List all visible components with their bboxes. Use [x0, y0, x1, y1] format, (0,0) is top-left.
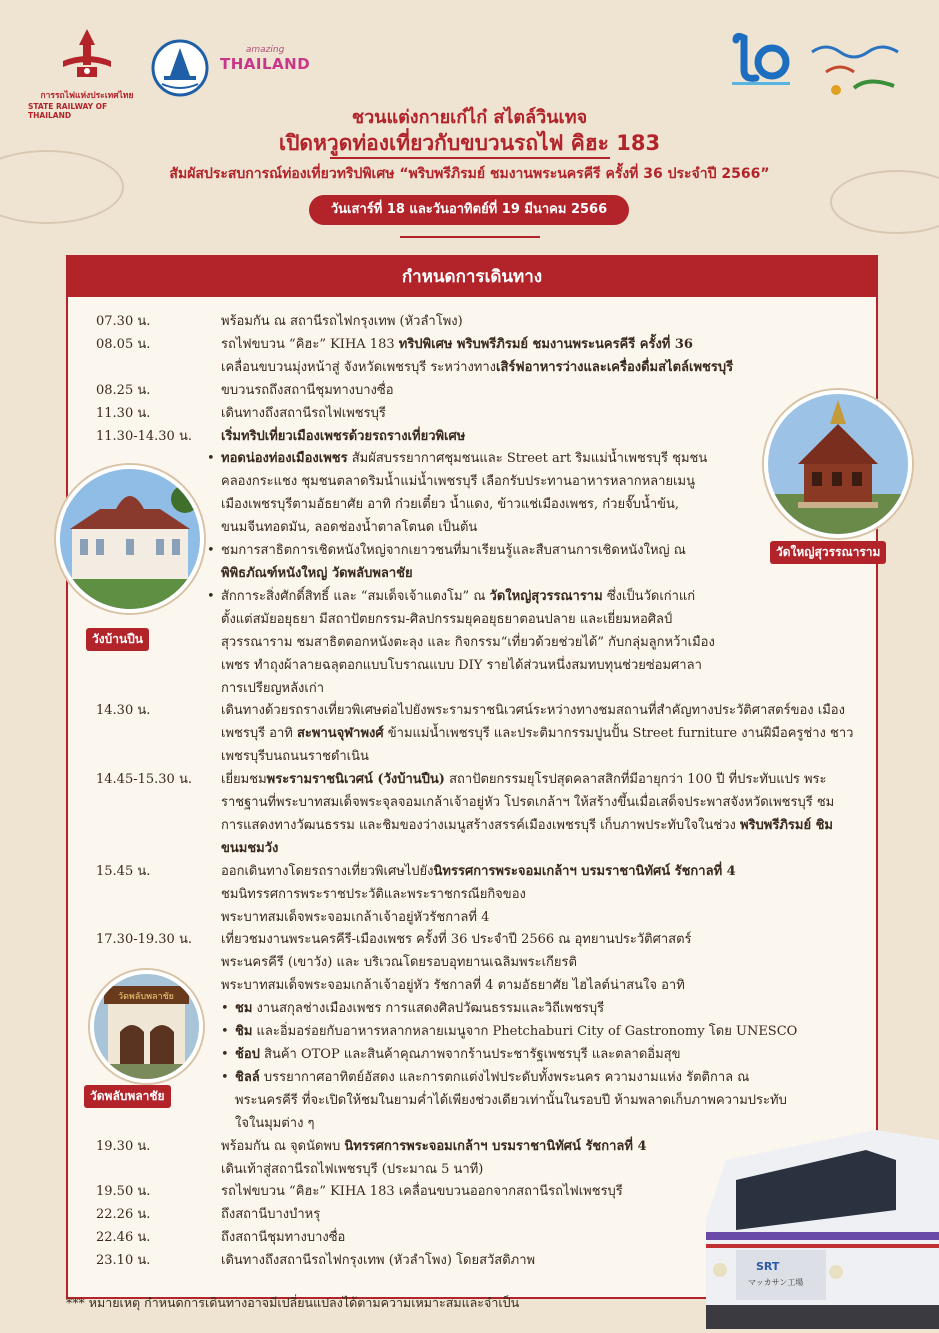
bullet-icon: •: [207, 543, 215, 559]
event-logo-icon: [806, 38, 906, 100]
schedule-time: 22.26 น.: [96, 1207, 151, 1223]
text-part: เที่ยวชมงานพระนครคีรี-เมืองเพชร ครั้งที่ 36 ประจำปี 2566 ณ อุทยานประวัติศาสตร์: [221, 932, 692, 948]
schedule-text: [221, 769, 856, 861]
schedule-row: [96, 403, 856, 426]
text-part: เดินทางด้วยรถรางเที่ยวพิเศษต่อไปยังพระรามราชนิเวศน์ระหว่างทางชมสถานที่สำคัญทางประวัติศาสตร์ของ เมืองเพชรบุรี อาทิ: [221, 703, 845, 742]
schedule-text: ถึงสถานีชุมทางบางซื่อ: [221, 1230, 346, 1246]
text-bold: ทริปพิเศษ พริบพรีภิรมย์ ชมงานพระนครคีรี ครั้งที่ 36: [398, 336, 693, 352]
text-part: พระบาทสมเด็จพระจอมเกล้าเจ้าอยู่หัวรัชกาลที่ 4: [221, 909, 490, 925]
list-item: [221, 1044, 856, 1067]
list-item-text: [221, 540, 721, 586]
text-part: สินค้า OTOP และสินค้าคุณภาพจากร้านประชารัฐเพชรบุรี และตลาดอิ่มสุข: [259, 1047, 681, 1062]
divider: [330, 157, 610, 159]
schedule-text: เดินทางถึงสถานีรถไฟเพชรบุรี: [221, 405, 386, 421]
train-plate-text: マッカサン工場: [748, 1278, 804, 1287]
schedule-text: [221, 334, 856, 380]
schedule-time: 07.30 น.: [96, 314, 151, 329]
schedule-row: [96, 861, 856, 930]
amazing-text: amazing: [245, 45, 285, 55]
caption-wat-yai-suwannaram: วัดใหญ่สุวรรณาราม: [770, 541, 886, 564]
photo-wang-ban-puen: [56, 465, 204, 613]
text-bold: ทอดน่องท่องเมืองเพชร: [221, 451, 348, 467]
schedule-row: [96, 380, 856, 403]
schedule-text: [221, 700, 856, 769]
text-bold: นิทรรศการพระจอมเกล้าฯ บรมราชานิทัศน์ รัชกาลที่ 4: [433, 863, 736, 879]
schedule-time: 15.45 น.: [96, 863, 151, 879]
schedule-text: [207, 426, 856, 701]
divider-bottom: [400, 236, 540, 238]
text-bold: ชิม: [235, 1024, 253, 1040]
title-main: เปิดหวูดท่องเที่ยวกับขบวนรถไฟ คิฮะ 183: [278, 131, 661, 155]
tat-emblem-icon: [148, 38, 212, 98]
caption-wat-phlap-phla-chai: วัดพลับพลาชัย: [84, 1085, 171, 1108]
list-item: [207, 586, 856, 701]
schedule-time: 11.30 น.: [96, 405, 151, 421]
schedule-time: 08.05 น.: [96, 336, 151, 352]
caption-wang-ban-puen: วังบ้านปืน: [86, 628, 149, 651]
text-bold: พิพิธภัณฑ์หนังใหญ่ วัดพลับพลาชัย: [221, 565, 413, 581]
footer-note: *** หมายเหตุ กำหนดการเดินทางอาจมีเปลี่ยนแปลงได้ตามความเหมาะสมและจำเป็น: [66, 1295, 520, 1310]
text-part: ข้ามแม่น้ำเพชรบุรี และประติมากรรมปูนปั้น Street furniture งานฝีมือครูช่าง ชาวเพชรบุรีบนถนนราชดำเนิน: [221, 726, 854, 765]
text-bold: พระรามราชนิเวศน์ (วังบ้านปืน): [266, 772, 445, 788]
schedule-text: รถไฟขบวน “คิฮะ” KIHA 183 เคลื่อนขบวนออกจากสถานีรถไฟเพชรบุรี: [221, 1184, 623, 1200]
bullet-icon: •: [221, 1024, 229, 1040]
text-part: สถาปัตยกรรมยุโรปสุดคลาสสิกที่มีอายุกว่า 100 ปี ที่ประทับแปร พระราชฐานที่พระบาทสมเด็จพระจุลจอมเกล้าเจ้าอยู่หัว โปรดเกล้าฯ ให้สร้างขึ้นเมื่อเสด็จประพาสจังหวัดเพชรบุรี ชมการแสดงทางวัฒนธรรม และชิมของว่างเมนูสร้างสรรค์เมืองเพชรบุรี เก็บภาพประทับใจในช่วง: [221, 772, 835, 833]
schedule-text: ขบวนรถถึงสถานีชุมทางบางซื่อ: [221, 382, 394, 398]
text-part: พระนครคีรี (เขาวัง) และ บริเวณโดยรอบอุทยานเฉลิมพระเกียรติ: [221, 955, 577, 971]
list-item-text: [235, 1044, 856, 1067]
schedule-time: 17.30-19.30 น.: [96, 932, 192, 948]
text-part: ชมการสาธิตการเชิดหนังใหญ่จากเยาวชนที่มาเรียนรู้และสืบสานการเชิดหนังใหญ่ ณ: [221, 543, 686, 559]
train-brand-text: SRT: [756, 1260, 780, 1273]
list-item: [221, 998, 856, 1021]
temple-image: [768, 394, 908, 534]
schedule-time: 19.30 น.: [96, 1138, 151, 1154]
text-part: และอิ่มอร่อยกับอาหารหลากหลายเมนูจาก Phetchaburi City of Gastronomy โดย UNESCO: [252, 1024, 798, 1040]
text-part: เคลื่อนขบวนมุ่งหน้าสู่ จังหวัดเพชรบุรี ระหว่างทาง: [221, 359, 497, 375]
text-bold: เสิร์ฟอาหารว่างและเครื่องดื่มสไตล์เพชรบุรี: [496, 359, 734, 375]
thailand-text: THAILAND: [220, 55, 311, 73]
text-part: งานสกุลช่างเมืองเพชร การแสดงศิลปวัฒนธรรมและวิถีเพชรบุรี: [252, 1001, 605, 1017]
kiha-183-train-icon: [696, 1120, 939, 1329]
temple-sign-image: [94, 974, 199, 1079]
text-part: ออกเดินทางโดยรถรางเที่ยวพิเศษไปยัง: [221, 863, 434, 879]
schedule-title: กำหนดการเดินทาง: [68, 257, 876, 297]
schedule-text: เดินทางถึงสถานีรถไฟกรุงเทพ (หัวลำโพง) โดยสวัสดิภาพ: [221, 1253, 536, 1269]
schedule-time: 11.30-14.30 น.: [96, 428, 192, 444]
event-logo: [806, 38, 906, 100]
schedule-row: [96, 929, 856, 1135]
schedule-text: [221, 929, 856, 1135]
schedule-row: [96, 311, 856, 334]
campaign-logo: [728, 30, 794, 90]
bullet-icon: •: [207, 451, 215, 467]
header: [0, 0, 939, 250]
schedule-text: [221, 861, 856, 930]
schedule-time: 14.30 น.: [96, 703, 151, 719]
schedule-row: [96, 334, 856, 380]
sign-text: วัดพลับพลาชัย: [118, 992, 174, 1002]
text-part: พระบาทสมเด็จพระจอมเกล้าเจ้าอยู่หัว รัชกาลที่ 4 ตามอัธยาศัย ไฮไลต์น่าสนใจ อาทิ: [221, 978, 685, 994]
list-item-text: [235, 998, 856, 1021]
text-bold: วัดใหญ่สุวรรณาราม: [489, 588, 603, 604]
text-part: รถไฟขบวน “คิฮะ” KIHA 183: [221, 336, 399, 352]
schedule-text: ถึงสถานีบางบำหรุ: [221, 1207, 321, 1223]
list-item: [207, 448, 856, 540]
list-item: [221, 1021, 856, 1044]
photo-wat-phlap-phla-chai: [90, 970, 203, 1083]
text-part: สัมผัสบรรยากาศชุมชนและ Street art ริมแม่น้ำเพชรบุรี ชุมชนคลองกระแชง ชุมชนตลาดริมน้ำแม่น้ำเพชรบุรี เลือกรับประทานอาหารหลากหลายเมนูเมืองเพชรบุรีตามอัธยาศัย อาทิ ก๋วยเตี๋ยว น้ำแดง, ข้าวแช่เมืองเพชร, ก๋วยจั๊บน้ำข้น, ขนมจีนทอดมัน, ลอดช่องน้ำตาลโตนด เป็นต้น: [221, 451, 708, 536]
text-bold: เริ่มทริปเที่ยวเมืองเพชรด้วยรถรางเที่ยวพิเศษ: [221, 428, 466, 444]
schedule-row: [96, 426, 856, 701]
bullet-icon: •: [221, 1069, 229, 1085]
list-item-text: [221, 586, 721, 701]
bullet-icon: •: [221, 1047, 229, 1062]
schedule-time: 23.10 น.: [96, 1253, 151, 1269]
text-part: บรรยากาศอาทิตย์อัสดง และการตกแต่งไฟประดับทั้งพระนคร ความงามแห่ง รัตติกาล ณ พระนครคีรี ที่จะเปิดให้ชมในยามค่ำได้เพียงช่วงเดียวเท่านั้นในรอบปี ห้ามพลาดเก็บภาพความประทับใจในมุมต่าง ๆ: [235, 1069, 787, 1131]
schedule-row: [96, 700, 856, 769]
srt-emblem-icon: [57, 25, 117, 85]
text-part: สักการะสิ่งศักดิ์สิทธิ์ และ “สมเด็จเจ้าแตงโม” ณ: [221, 588, 490, 604]
list-item: [207, 540, 856, 586]
schedule-time: 14.45-15.30 น.: [96, 772, 192, 788]
text-part: ซึ่งเป็นวัดเก่าแก่ตั้งแต่สมัยอยุธยา มีสถาปัตยกรรม-ศิลปกรรมยุคอยุธยาตอนปลาย และเยี่ยมหอศิลป์สุวรรณาราม ชมสาธิตตอกหนังตะลุง และ กิจกรรม“เที่ยวด้วยช่วยได้” กับกลุ่มลูกหว้าเมืองเพชร ทำถุงผ้าลายฉลุตอกแบบโบราณแบบ DIY รายได้ส่วนหนึ่งสมทบทุนช่วยซ่อมศาลาการเปรียญหลังเก่า: [221, 588, 715, 696]
schedule-text: พร้อมกัน ณ สถานีรถไฟกรุงเทพ (หัวลำโพง): [221, 314, 463, 329]
date-badge: วันเสาร์ที่ 18 และวันอาทิตย์ที่ 19 มีนาคม 2566: [309, 195, 629, 225]
tat-logo: [148, 38, 212, 98]
train-image: [696, 1120, 939, 1329]
title-subtitle: สัมผัสประสบการณ์ท่องเที่ยวทริปพิเศษ “พริบพรีภิรมย์ ชมงานพระนครคีรี ครั้งที่ 36 ประจำปี 2566”: [169, 166, 770, 182]
list-item-text: [221, 448, 721, 540]
title-vintage: ชวนแต่งกายเก๋ไก๋ สไตล์วินเทจ: [351, 107, 588, 128]
text-bold: พริบพรีภิรมย์ ชิมขนมชมวัง: [221, 817, 833, 856]
text-bold: นิทรรศการพระจอมเกล้าฯ บรมราชานิทัศน์ รัชกาลที่ 4: [344, 1138, 647, 1154]
text-bold: ชิลล์: [235, 1069, 260, 1085]
photo-wat-yai-suwannaram: [764, 390, 912, 538]
palace-image: [60, 469, 200, 609]
text-part: ชมนิทรรศการพระราชประวัติและพระราชกรณียกิจของ: [221, 886, 526, 902]
text-part: เยี่ยมชม: [221, 772, 267, 788]
amazing-thailand-logo: [220, 45, 310, 73]
text-bold: ชม: [235, 1001, 253, 1017]
bullet-icon: •: [221, 1001, 229, 1017]
schedule-time: 19.50 น.: [96, 1184, 151, 1200]
campaign-logo-icon: [728, 30, 794, 90]
srt-name-english: STATE RAILWAY OF THAILAND: [28, 102, 108, 120]
schedule-row: [96, 769, 856, 861]
srt-name-thai: การรถไฟแห่งประเทศไทย: [40, 91, 134, 101]
text-bold: สะพานจุฬาพงศ์: [297, 726, 384, 742]
text-part: เดินเท้าสู่สถานีรถไฟเพชรบุรี (ประมาณ 5 นาที): [221, 1161, 484, 1177]
schedule-time: 08.25 น.: [96, 382, 151, 398]
schedule-time: 22.46 น.: [96, 1230, 151, 1246]
text-part: พร้อมกัน ณ จุดนัดพบ: [221, 1138, 345, 1154]
text-bold: ช้อป: [235, 1047, 260, 1062]
bullet-icon: •: [207, 588, 215, 604]
list-item-text: [235, 1021, 856, 1044]
